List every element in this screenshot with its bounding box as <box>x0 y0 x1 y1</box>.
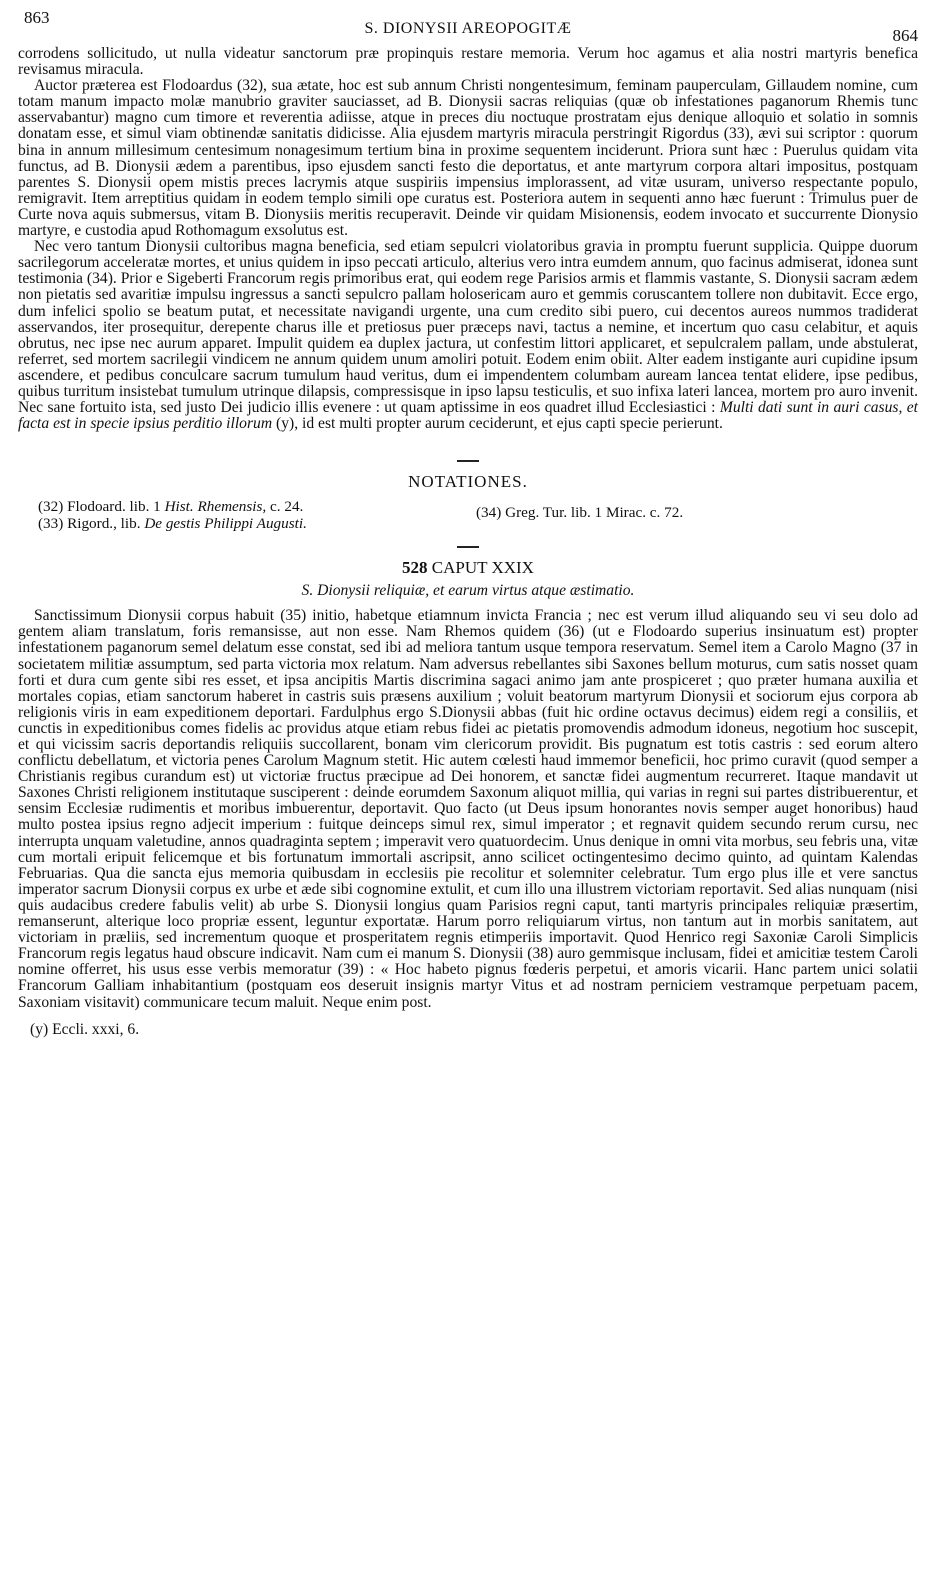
notes-column-left <box>38 498 468 532</box>
footnote: (y) Eccli. xxxi, 6. <box>30 1020 140 1038</box>
paragraph: Auctor præterea est Flodoardus (32), sua ætate, hoc est sub annum Christi nongentesimum, feminam pauperculam, Gillaudem nomine, cum totam manum impacto molæ manubrio graviter sauciasset, ad B. Dionysii sacras reliquias (quæ ob infestationes paganorum Rhemis tunc asservabantur) magno cum timore et reverentia adiisse, atque in preces diu noctuque prostratam ejus denique alloquio et solatio in somnis donatam esse, et simul viam obtinendæ sanitatis didicisse. Alia ejusdem martyris miracula perstringit Rigordus (33), ævi sui scriptor : quorum bina in annum millesimum centesimum nonagesimum tertium bina in proxime sequentem inciderunt. Priora sunt hæc : Puerulus quidam vita functus, ad B. Dionysii ædem a parentibus, ipso ejusdem sancti festo die deportatus, et ante martyrum corpora altari impositus, postquam parentes S. Dionysii opem mistis preces lacrymis atque suspiriis impensius implorassent, ad vitæ usuram, universo respectante populo, remigravit. Item arreptitius quidam in eodem templo simili ope curatus est. Posteriora autem in sequenti anno hæc fuerunt : Trimulus puer de Curte nova aquis submersus, vitam B. Dionysiis meritis recuperavit. Deinde vir quidam Misionensis, eodem invocato et succurrente Dionysio martyre, e custodia apud Rothomagum exsolutus est. <box>18 77 918 240</box>
paragraph-text-end: (y), id est multi propter aurum ceciderunt, et ejus capti specie perierunt. <box>276 415 723 433</box>
notes-title: NOTATIONES. <box>408 472 528 492</box>
note-33: (33) Rigord., lib. De gestis Philippi Augusti. <box>38 515 307 533</box>
chapter-text <box>18 608 918 1010</box>
main-text <box>18 46 918 432</box>
chapter-heading <box>18 558 918 578</box>
chapter-title: CAPUT XXIX <box>431 558 534 578</box>
page-number-right: 864 <box>892 26 918 45</box>
paragraph-text: Nec vero tantum Dionysii cultoribus magna beneficia, sed etiam sepulcri violatoribus gravia in promptu fuerunt supplicia. Quippe duorum sacrilegorum acceleratæ mortes, et unius quidem in ipso peccati articulo, alterius vero intra eumdem annum, quo facinus admiserat, idonea sunt testimonia (34). Prior e Sigeberti Francorum regis primoribus erat, qui eodem rege Parisios armis et flammis vastante, S. Dionysii sacram ædem non pietatis sed avaritiæ impulsu ingressus a sancti sepulcro pallam holosericam auro et gemmis coruscantem tollere non dubitavit. Ecce ergo, dum infelici spolio se beatum putat, et necessitate navigandi urgente, una cum credito sibi puero, cui decentos aureos nummos tradiderat asservandos, iter prosequitur, derepente charus ille et pretiosus puer præceps navi, tactus a nemine, et incertum quo casu celabitur, et aquis obrutus, nec ipse nec aurum apparet. Impulit quidem ea duplex jactura, ut confestim littori applicaret, et sepulcralem pallam, unde abstulerat, referret, sed mortem sacrilegii vindicem ne annum quidem unum amoliri potuit. Eodem enim obiit. Alter eadem instigante auri cupidine ipsum ascendere, et pedibus conculcare sacrum tumulum haud veritus, dum ei impendentem columbam auream lancea tentat elidere, ipse pedibus, quibus turritum insistebat tumulum utrinque dilapsis, compressisque in ipso lapsu testiculis, et suo infixa lateri lancea, mortem pro auro invenit. Nec sane fortuito ista, sed justo Dei judicio illis evenere : ut quam aptissime in eos quadret illud Ecclesiastici : <box>18 238 918 417</box>
paragraph: Sanctissimum Dionysii corpus habuit (35) initio, habetque etiamnum invicta Francia ; nec est verum illud aliquando seu vi seu dolo ad gentem aliam translatum, foris remansisse, aut non esse. Nam Rhemos quidem (36) (ut e Flodoardo superius insinuatum est) propter infestationem paganorum semel delatum esse constat, sed ibi ad meliora tantum usque tempora reservatum. Semel item a Carolo Magno (37 in societatem militiæ assumptum, sed parta victoria mox relatum. Nam adversus rebellantes sibi Saxones bellum moturus, cum satis nosset quam forti et dura cum gente sibi res esset, et ipsa ancipitis Martis discrimina sagaci animo jam ante prospiceret ; quo præter humana auxilia et mortales copias, etiam sanctorum haberet in castris suis præsens auxilium ; voluit beatorum martyrum Dionysii et sociorum ejus corpora ab religionis viris in eam expeditionem deportari. Fardulphus ergo S.Dionysii abbas (fuit hic ordine octavus decimus) eidem regi a consiliis, et cunctis in expeditionibus comes fidelis ac providus atque etiam rebus fidei ac pietatis promovendis admodum idoneus, negotium hoc suscepit, et qui vicissim sacris deportandis reliquiis succollarent, bonam vim clericorum providit. Bis pugnatum est totis castris : sed eorum altero conflictu debellatum, et victoria penes Carolum Magnum stetit. Hic autem cœlesti haud immemor beneficii, hoc primo curavit (quod semper a Christianis regibus curandum est) ut victoriæ fructus præcipue ad Dei honorem, et sanctæ fidei augmentum recurreret. Itaque mandavit ut Saxones Christi religionem institutaque susciperent : deinde eorumdem Saxonum aliquot millia, qui varias in regni sui partes distribuerentur, et sensim Ecclesiæ rudimentis et moribus imbuerentur, deportavit. Quo facto (ut Deus ipsum honorantes novis semper auget honoribus) haud multo postea ipsius regno adjecit imperium : fuitque deinceps simul rex, simul imperator ; et regnavit quidem secundo rerum cursu, nec interrupta unquam valetudine, annos quadraginta septem ; imperavit vero quatuordecim. Unus denique in omni vita morbus, seu febris una, vitæ cum mortali eripuit felicemque et bis fortunatum immortali ascripsit, anno scilicet octingentesimo decimo quinto, ad quintam Kalendas Februarias. Qua die sancta ejus memoria quibusdam in ecclesiis pie recolitur et solemniter celebratur. Tum ergo plus ille et vere sanctus imperator sacrum Dionysii corpus ex urbe et æde sibi cognomine extulit, et cum illo una illustrem victoriam reportavit. Sed alias nunquam (nisi quis audacibus credere fabulis velit) ab urbe S. Dionysii longius quam Parisios regni caput, tanti martyris principales reliquiæ præsertim, remanserunt, alterique loco propriæ essent, leguntur exportatæ. Harum porro reliquiarum virtus, non tantum aut in morbis sanitatem, aut victoriam in præliis, sed incrementum quoque et prosperitatem regnis etimperiis importavit. Quod Henrico regi Saxoniæ Caroli Simplicis Francorum regis legatus haud obscure indicavit. Nam cum ei manum S. Dionysii (38) auro gemmisque inclusam, fidei et amicitiæ testem Caroli nomine offerret, his usus esse verbis memoratur (39) : « Hoc habeto pignus fœderis perpetui, et amoris vicarii. Hanc partem unici solatii Francorum Galliam inhabitantium (postquam eos deseruit insignis martyr Vitus et ad nostram perniciem vestramque perpetuam pacem, Saxoniam visitavit) communicare tecum maluit. Neque enim post. <box>18 607 918 1011</box>
note-34: (34) Greg. Tur. lib. 1 Mirac. c. 72. <box>476 504 684 522</box>
note-32: (32) Flodoard. lib. 1 Hist. Rhemensis, c. 24. <box>38 498 304 516</box>
scripture-quote: Multi dati sunt in auri casus, et facta est in specie ipsius perditio illorum <box>18 399 918 433</box>
chapter-number: 528 <box>402 558 428 578</box>
chapter-subtitle: S. Dionysii reliquiæ, et earum virtus atque æstimatio. <box>301 582 635 600</box>
paragraph: corrodens sollicitudo, ut nulla videatur sanctorum præ propinquis restare memoria. Verum hoc agamus et alia nostri martyris benefica revisamus miracula. <box>18 45 918 79</box>
section-divider <box>457 460 479 462</box>
notes-block <box>18 498 918 532</box>
page-number-left: 863 <box>24 8 50 27</box>
page <box>18 6 918 1039</box>
paragraph <box>18 239 918 432</box>
page-header <box>18 6 918 46</box>
section-divider <box>457 546 479 548</box>
running-title: S. DIONYSII AREOPOGITÆ <box>364 20 572 37</box>
